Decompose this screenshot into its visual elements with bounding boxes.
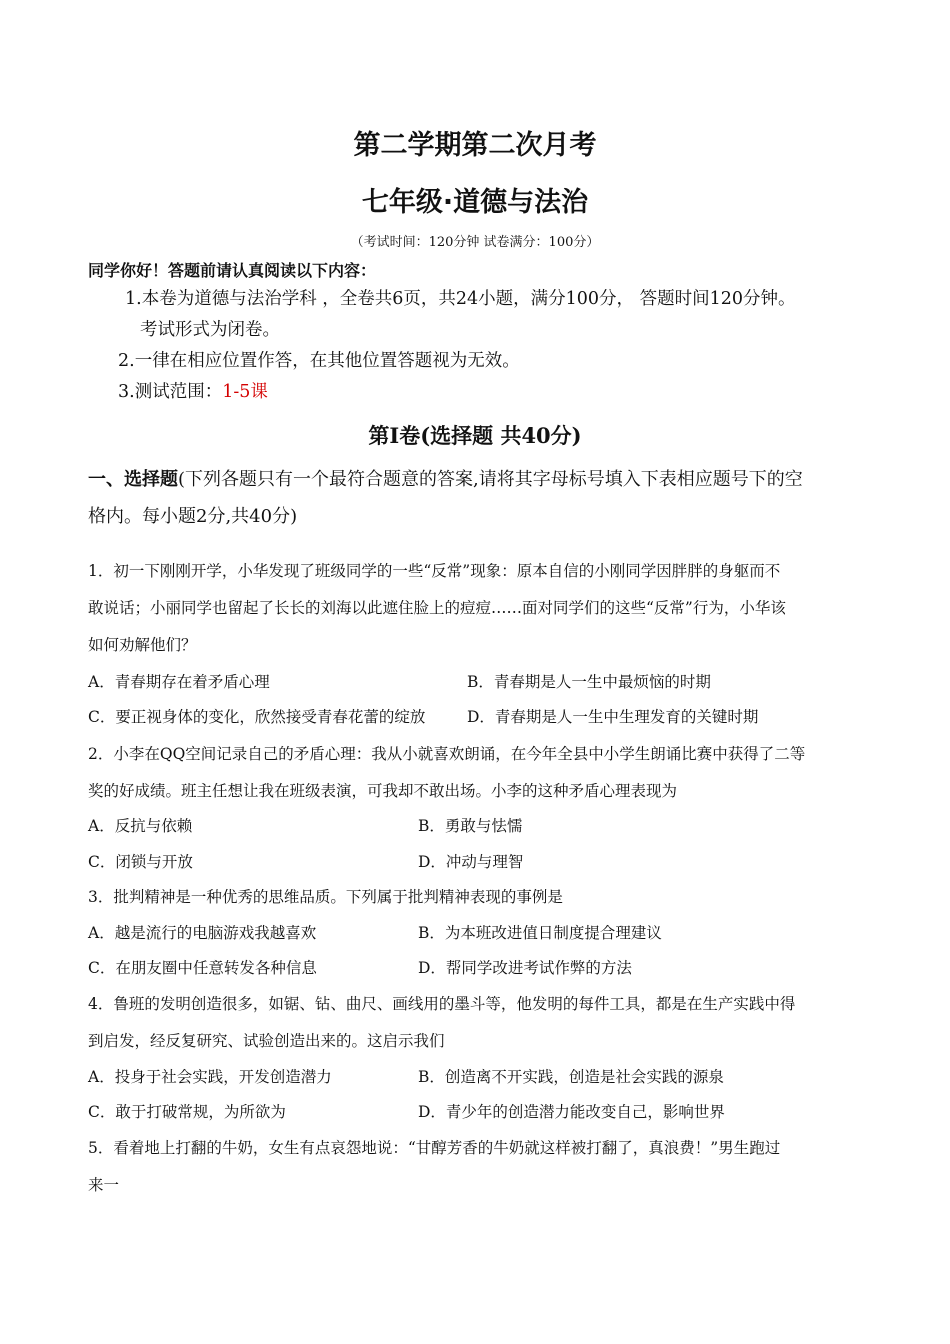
section-heading-text: (下列各题只有一个最符合题意的答案,请将其字母标号填入下表相应题号下的空 bbox=[178, 469, 803, 490]
question-3-option-a: A．越是流行的电脑游戏我越喜欢 bbox=[88, 924, 317, 942]
question-1-line-3: 如何劝解他们？ bbox=[88, 636, 197, 654]
question-1-line-1: 1．初一下刚刚开学，小华发现了班级同学的一些“反常”现象：原本自信的小刚同学因胖胖的身躯而不 bbox=[88, 562, 781, 580]
section-heading bbox=[88, 465, 803, 491]
instruction-item-1-cont: 考试形式为闭卷。 bbox=[140, 320, 280, 340]
instruction-item-3 bbox=[118, 378, 268, 403]
question-5-line-1: 5．看着地上打翻的牛奶，女生有点哀怨地说：“甘醇芳香的牛奶就这样被打翻了，真浪费！”男生跑过 bbox=[88, 1139, 781, 1157]
question-3-option-b: B．为本班改进值日制度提合理建议 bbox=[418, 924, 662, 942]
question-4-option-b: B．创造离不开实践，创造是社会实践的源泉 bbox=[418, 1068, 724, 1086]
question-4-option-d: D．青少年的创造潜力能改变自己，影响世界 bbox=[418, 1103, 725, 1121]
question-1-option-a: A．青春期存在着矛盾心理 bbox=[88, 673, 270, 691]
question-2-option-b: B．勇敢与怯懦 bbox=[418, 817, 523, 835]
test-scope: 1-5课 bbox=[222, 382, 268, 402]
question-3-option-d: D．帮同学改进考试作弊的方法 bbox=[418, 959, 632, 977]
section-heading-cont: 格内。每小题2分,共40分) bbox=[88, 506, 298, 527]
question-4-option-a: A．投身于社会实践，开发创造潜力 bbox=[88, 1068, 332, 1086]
instruction-item-2: 2.一律在相应位置作答，在其他位置答题视为无效。 bbox=[118, 351, 520, 371]
instructions-greeting: 同学你好！答题前请认真阅读以下内容： bbox=[88, 261, 377, 280]
question-4-option-c: C．敢于打破常规，为所欲为 bbox=[88, 1103, 286, 1121]
question-5-line-2: 来一 bbox=[88, 1176, 120, 1194]
section-title: 第Ⅰ卷(选择题 共40分) bbox=[368, 423, 582, 448]
exam-subject: 七年级·道德与法治 bbox=[361, 187, 589, 218]
exam-title: 第二学期第二次月考 bbox=[353, 130, 597, 161]
instruction-item-3-label: 3.测试范围： bbox=[118, 382, 223, 402]
exam-info: （考试时间：120分钟 试卷满分：100分） bbox=[350, 235, 600, 250]
instruction-item-1: 1.本卷为道德与法治学科 ，全卷共6页，共24小题，满分100分， 答题时间120分钟。 bbox=[125, 289, 796, 309]
question-2-line-2: 奖的好成绩。班主任想让我在班级表演，可我却不敢出场。小李的这种矛盾心理表现为 bbox=[88, 782, 678, 800]
question-3-option-c: C．在朋友圈中任意转发各种信息 bbox=[88, 959, 317, 977]
question-3-line-1: 3．批判精神是一种优秀的思维品质。下列属于批判精神表现的事例是 bbox=[88, 888, 563, 906]
question-1-option-d: D．青春期是人一生中生理发育的关键时期 bbox=[467, 708, 759, 726]
question-4-line-1: 4．鲁班的发明创造很多，如锯、钻、曲尺、画线用的墨斗等，他发明的每件工具，都是在生产实践中得 bbox=[88, 995, 796, 1013]
question-2-option-a: A．反抗与依赖 bbox=[88, 817, 193, 835]
question-4-line-2: 到启发，经反复研究、试验创造出来的。这启示我们 bbox=[88, 1032, 445, 1050]
question-2-line-1: 2．小李在QQ空间记录自己的矛盾心理：我从小就喜欢朗诵，在今年全县中小学生朗诵比赛中获得了二等 bbox=[88, 745, 806, 763]
question-1-option-c: C．要正视身体的变化，欣然接受青春花蕾的绽放 bbox=[88, 708, 426, 726]
question-1-line-2: 敢说话；小丽同学也留起了长长的刘海以此遮住脸上的痘痘……面对同学们的这些“反常”行为，小华该 bbox=[88, 599, 786, 617]
question-2-option-d: D．冲动与理智 bbox=[418, 853, 524, 871]
question-2-option-c: C．闭锁与开放 bbox=[88, 853, 193, 871]
question-1-option-b: B．青春期是人一生中最烦恼的时期 bbox=[467, 673, 711, 691]
section-heading-label: 一、选择题 bbox=[88, 469, 178, 490]
